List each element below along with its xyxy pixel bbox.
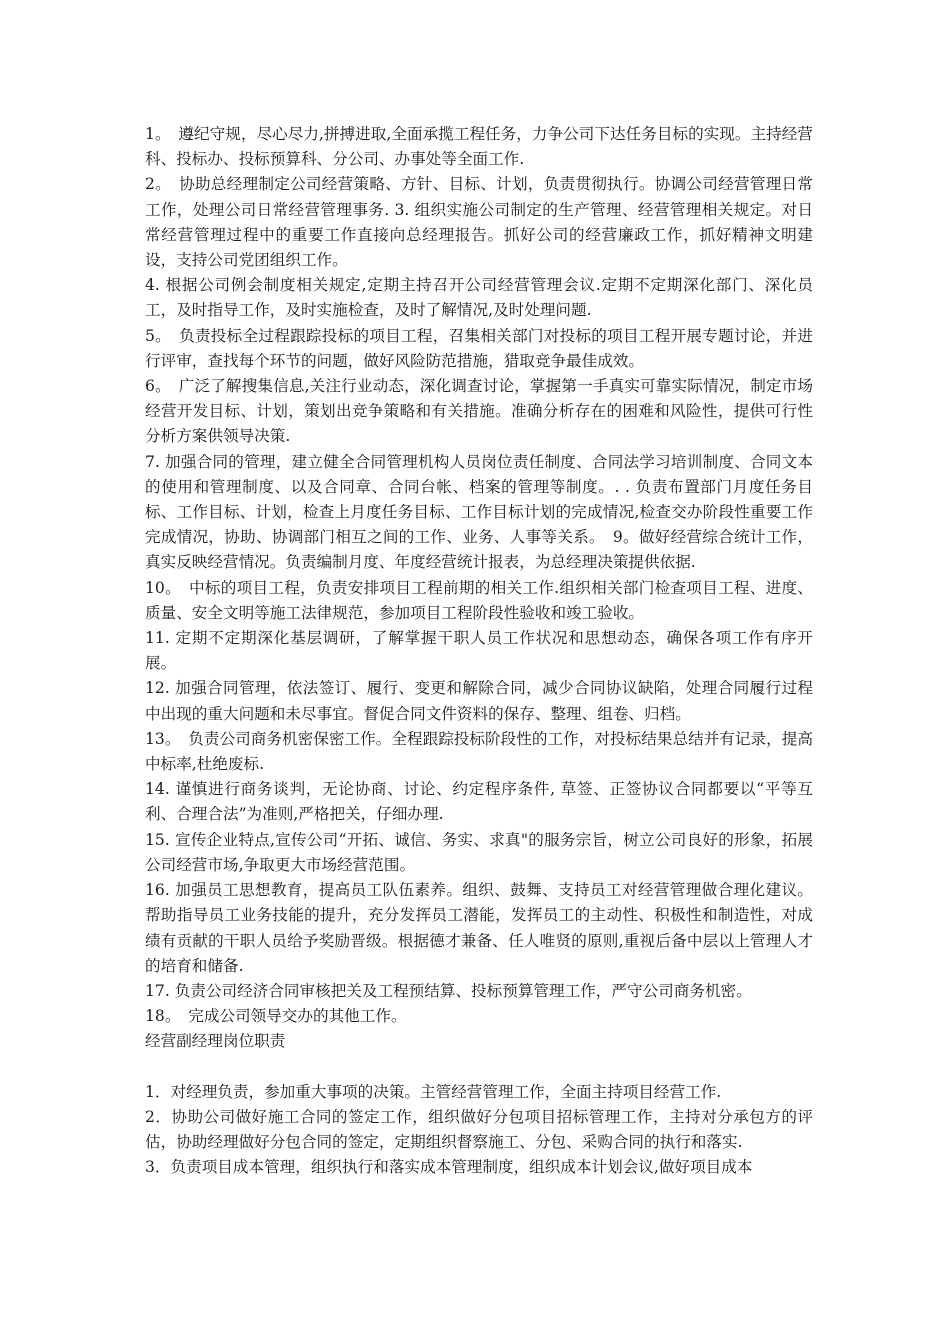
blank-line xyxy=(145,1055,813,1080)
duty-item-11: 11. 定期不定期深化基层调研，了解掌握干职人员工作状况和思想动态，确保各项工作有序开展。 xyxy=(145,629,813,673)
duty-item-1: 1。 遵纪守规，尽心尽力,拼搏进取,全面承揽工程任务，力争公司下达任务目标的实现。主持经营科、投标办、投标预算科、分公司、办事处等全面工作. xyxy=(145,125,813,169)
deputy-duty-item-3: 3．负责项目成本管理，组织执行和落实成本管理制度，组织成本计划会议,做好项目成本 xyxy=(145,1158,753,1177)
duty-item-7-9: 7. 加强合同的管理，建立健全合同管理机构人员岗位责任制度、合同法学习培训制度、合同文本的使用和管理制度、以及合同章、合同台帐、档案的管理等制度。. . 负责布置部门月度任务目标、工作目标、计划，检查上月度任务目标、工作目标计划的完成情况,检查交办阶段性重要工作完成情况，协助、协调部门相互之间的工作、业务、人事等关系。 9。做好经营综合统计工作，真实反映经营情况。负责编制月度、年度经营统计报表，为总经理决策提供依据. xyxy=(145,452,813,572)
section-title: 经营副经理岗位职责 xyxy=(145,1032,286,1051)
deputy-duty-item-2: 2．协助公司做好施工合同的签定工作，组织做好分包项目招标管理工作，主持对分承包方的评估，协助经理做好分包合同的签定，定期组织督察施工、分包、采购合同的执行和落实. xyxy=(145,1107,813,1152)
duty-item-17: 17. 负责公司经济合同审核把关及工程预结算、投标预算管理工作，严守公司商务机密。 xyxy=(145,981,752,1000)
duty-item-4: 4. 根据公司例会制度相关规定,定期主持召开公司经营管理会议.定期不定期深化部门、深化员工，及时指导工作，及时实施检查，及时了解情况,及时处理问题. xyxy=(145,276,813,320)
duty-item-6: 6。 广泛了解搜集信息,关注行业动态，深化调查讨论，掌握第一手真实可靠实际情况，制定市场经营开发目标、计划，策划出竞争策略和有关措施。准确分析存在的困难和风险性，提供可行性分析方案供领导决策. xyxy=(145,377,813,446)
duty-item-10: 10。 中标的项目工程，负责安排项目工程前期的相关工作.组织相关部门检查项目工程、进度、质量、安全文明等施工法律规范，参加项目工程阶段性验收和竣工验收。 xyxy=(145,578,813,622)
duty-item-2-3: 2。 协助总经理制定公司经营策略、方针、目标、计划，负责贯彻执行。协调公司经营管理日常工作，处理公司日常经营管理事务. 3. 组织实施公司制定的生产管理、经营管理相关规定。对日常经营管理过程中的重要工作直接向总经理报告。抓好公司的经营廉政工作，抓好精神文明建设，支持公司党团组织工作。 xyxy=(145,175,813,270)
duty-item-5: 5。 负责投标全过程跟踪投标的项目工程，召集相关部门对投标的项目工程开展专题讨论，并进行评审，查找每个环节的问题，做好风险防范措施，猎取竞争最佳成效。 xyxy=(145,326,813,370)
duty-item-14: 14. 谨慎进行商务谈判，无论协商、讨论、约定程序条件, 草签、正签协议合同都要以“平等互利、合理合法”为准则,严格把关，仔细办理. xyxy=(145,780,813,824)
duty-item-15: 15. 宣传企业特点,宣传公司“开拓、诚信、务实、求真"的服务宗旨，树立公司良好的形象，拓展公司经营市场,争取更大市场经营范围。 xyxy=(145,830,813,874)
duty-item-12: 12. 加强合同管理，依法签订、履行、变更和解除合同，减少合同协议缺陷，处理合同履行过程中出现的重大问题和未尽事宜。督促合同文件资料的保存、整理、组卷、归档。 xyxy=(145,679,813,723)
duty-item-16: 16. 加强员工思想教育，提高员工队伍素养。组织、鼓舞、支持员工对经营管理做合理化建议。帮助指导员工业务技能的提升，充分发挥员工潜能，发挥员工的主动性、积极性和制造性，对成绩有贡献的干职人员给予奖励晋级。根据德才兼备、任人唯贤的原则,重视后备中层以上管理人才的培育和储备. xyxy=(145,881,813,975)
duty-item-18: 18。 完成公司领导交办的其他工作。 xyxy=(145,1007,407,1026)
duty-item-13: 13。 负责公司商务机密保密工作。全程跟踪投标阶段性的工作，对投标结果总结并有记录，提高中标率,杜绝废标. xyxy=(145,729,813,774)
deputy-duty-item-1: 1．对经理负责，参加重大事项的决策。主管经营管理工作，全面主持项目经营工作. xyxy=(145,1082,722,1101)
document-body xyxy=(145,122,813,1181)
